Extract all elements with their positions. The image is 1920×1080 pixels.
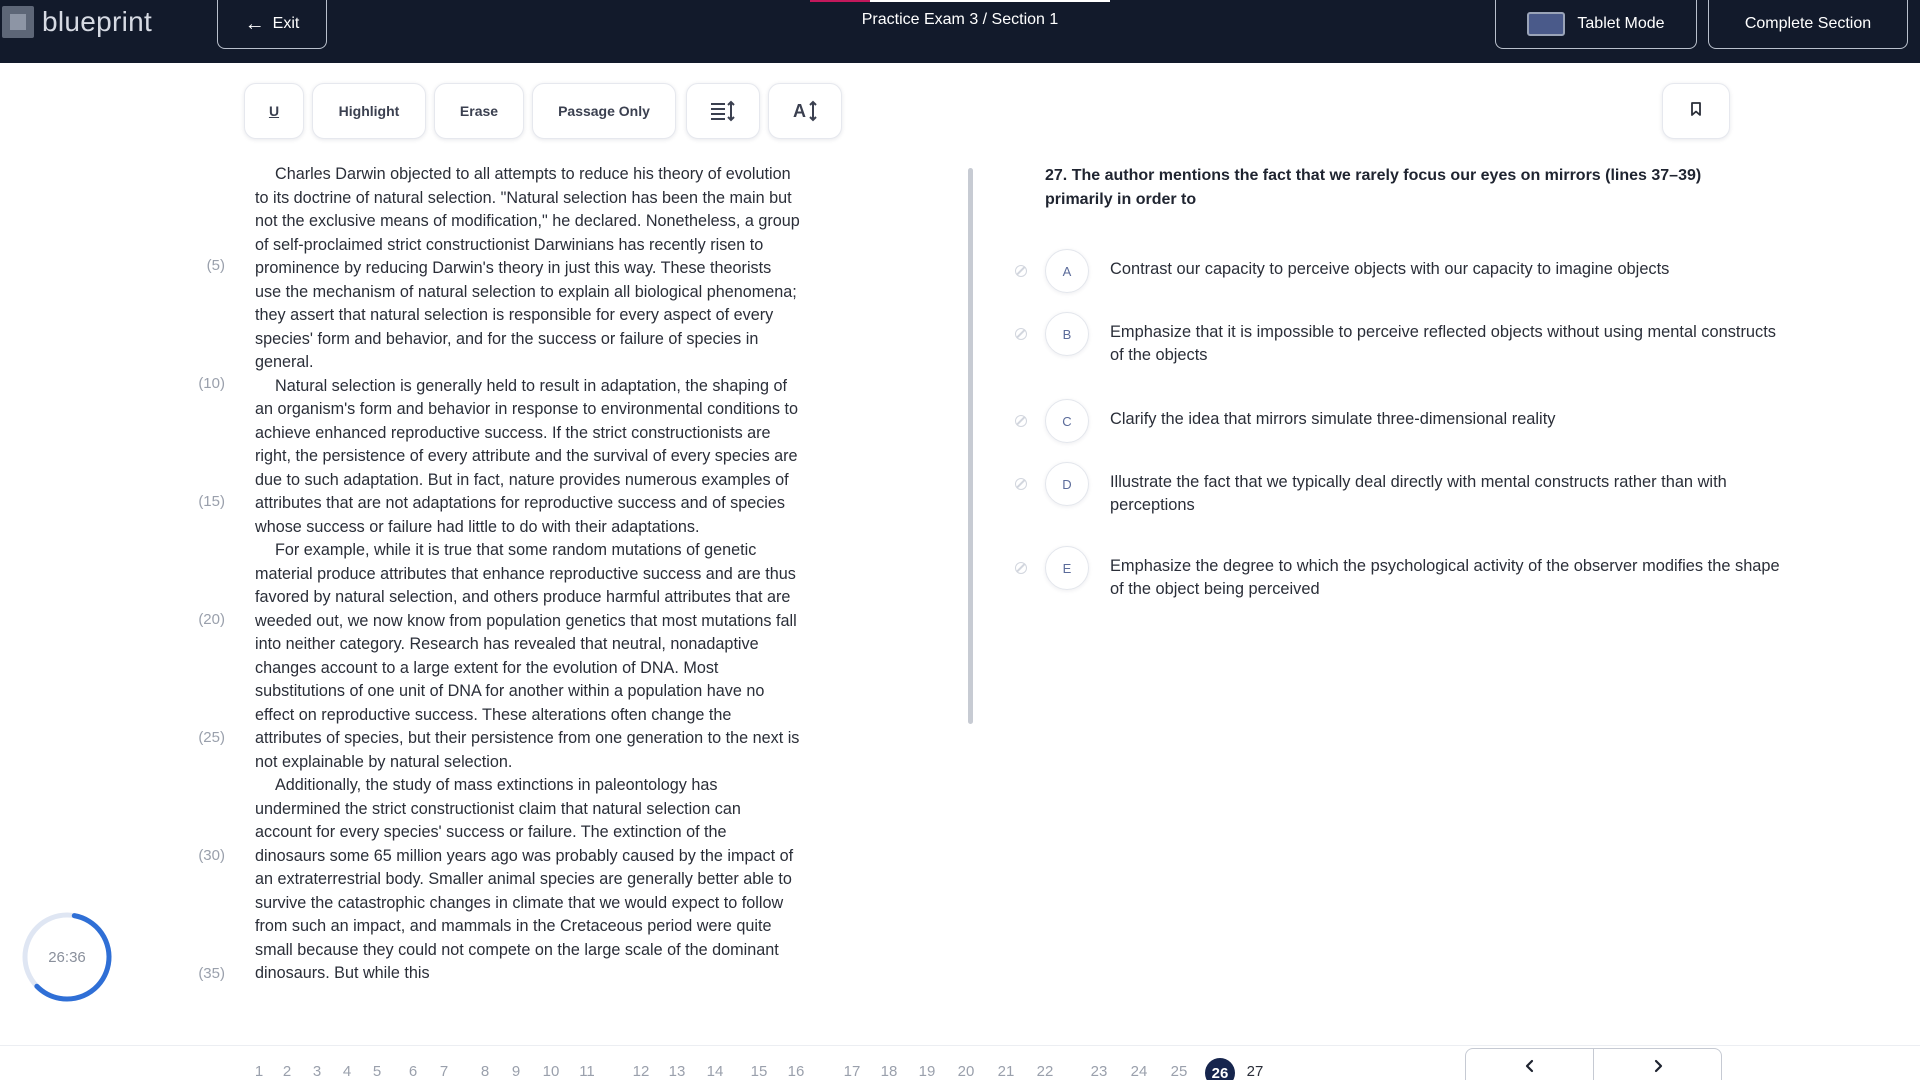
question-number[interactable]: 20: [957, 1063, 975, 1080]
eliminate-icon[interactable]: [1015, 562, 1027, 574]
choice-text[interactable]: Clarify the idea that mirrors simulate three-dimensional reality: [1110, 410, 1556, 428]
question-number[interactable]: 19: [918, 1063, 936, 1080]
question-number[interactable]: 10: [542, 1063, 560, 1080]
passage-paragraph: Charles Darwin objected to all attempts to reduce his theory of evolution to its doctrine of natural selection. "Natural selection has been the main but not the exclusive means of modification," he declared. Nonetheless, a group of self-proclaimed strict constructionist Darwinians has recently risen to prominence by reducing Darwin's theory in just this way. These theorists use the mechanism of natural selection to explain all biological phenomena; they assert that natural selection is responsible for every aspect of every species' form and behavior, and for the success or failure of species in general.: [255, 165, 800, 371]
question-number[interactable]: 8: [480, 1063, 490, 1080]
line-number: (35): [198, 965, 225, 982]
pane-divider[interactable]: [968, 168, 973, 724]
tablet-mode-label: Tablet Mode: [1577, 15, 1665, 32]
question-number[interactable]: 9: [511, 1063, 521, 1080]
answer-choice-d[interactable]: [1015, 462, 1785, 516]
question-number[interactable]: 3: [312, 1063, 322, 1080]
question-number[interactable]: 7: [439, 1063, 449, 1080]
eliminate-icon[interactable]: [1015, 478, 1027, 490]
question-number[interactable]: 21: [997, 1063, 1015, 1080]
highlight-button[interactable]: [312, 83, 426, 139]
answer-choice-c[interactable]: [1015, 399, 1785, 443]
question-number[interactable]: 4: [342, 1063, 352, 1080]
question-number[interactable]: 18: [880, 1063, 898, 1080]
bookmark-button[interactable]: [1662, 83, 1730, 139]
choice-letter-bubble[interactable]: D: [1045, 462, 1089, 506]
font-size-label: A: [793, 100, 806, 121]
passage-paragraph: For example, while it is true that some random mutations of genetic material produce attributes that enhance reproductive success and are thus favored by natural selection, and others produce harmful attributes that are weeded out, we now know from population genetics that most mutations fall into neither category. Research has revealed that neutral, nonadaptive changes account to a large extent for the evolution of DNA. Most substitutions of one unit of DNA for another within a population have no effect on reproductive success. These alterations often change the attributes of species, but their persistence from one generation to the next is not explainable by natural selection.: [255, 541, 800, 771]
question-number-current[interactable]: 26: [1205, 1058, 1235, 1080]
choice-letter-bubble[interactable]: E: [1045, 546, 1089, 590]
question-number[interactable]: 27: [1246, 1063, 1264, 1080]
question-number[interactable]: 24: [1130, 1063, 1148, 1080]
question-number[interactable]: 15: [750, 1063, 768, 1080]
next-question-button[interactable]: [1593, 1049, 1721, 1080]
countdown-timer[interactable]: [21, 911, 113, 1003]
previous-question-button[interactable]: [1466, 1049, 1593, 1080]
line-number: (15): [198, 493, 225, 510]
question-number[interactable]: 12: [632, 1063, 650, 1080]
answer-choice-e[interactable]: [1015, 546, 1785, 600]
font-size-button[interactable]: [768, 83, 842, 139]
exit-button[interactable]: [217, 0, 327, 49]
font-size-icon: [793, 100, 817, 122]
arrow-left-icon: ←: [244, 13, 265, 35]
choice-text[interactable]: Contrast our capacity to perceive objects with our capacity to imagine objects: [1110, 260, 1670, 278]
question-number[interactable]: 2: [282, 1063, 292, 1080]
tablet-mode-toggle[interactable]: [1495, 0, 1697, 49]
progress-stripe: [810, 0, 1110, 2]
question-number[interactable]: 16: [787, 1063, 805, 1080]
line-spacing-icon: [710, 100, 736, 122]
line-number: (25): [198, 729, 225, 746]
choice-letter-bubble[interactable]: A: [1045, 249, 1089, 293]
eliminate-icon[interactable]: [1015, 415, 1027, 427]
underline-icon: U: [268, 103, 280, 119]
question-number[interactable]: 25: [1170, 1063, 1188, 1080]
question-number[interactable]: 11: [579, 1063, 595, 1080]
question-number[interactable]: 23: [1090, 1063, 1108, 1080]
logo-text: blueprint: [42, 6, 153, 37]
question-number[interactable]: 22: [1036, 1063, 1054, 1080]
question-number[interactable]: 5: [372, 1063, 382, 1080]
bookmark-icon: [1690, 102, 1702, 121]
toggle-switch-icon: [1527, 12, 1565, 36]
highlight-label: Highlight: [338, 103, 400, 119]
answer-choice-b[interactable]: [1015, 312, 1785, 366]
question-navigation: [1465, 1048, 1722, 1080]
choice-text[interactable]: Emphasize the degree to which the psychological activity of the observer modifies the shape of the object being perceived: [1110, 557, 1780, 598]
complete-section-label: Complete Section: [1744, 15, 1872, 32]
chevron-left-icon: [1523, 1059, 1537, 1078]
question-stem: 27. The author mentions the fact that we rarely focus our eyes on mirrors (lines 37–39) primarily in order to: [1045, 167, 1702, 208]
complete-section-button[interactable]: [1708, 0, 1908, 49]
passage-paragraph: Additionally, the study of mass extinctions in paleontology has undermined the strict constructionist claim that natural selection can account for every species' success or failure. The extinction of the dinosaurs some 65 million years ago was probably caused by the impact of an extraterrestrial body. Smaller animal species are generally better able to survive the catastrophic changes in climate that we would expect to follow from such an impact, and mammals in the Cretaceous period were quite small because they could not compete on the large scale of the dominant dinosaurs. But while this: [255, 776, 794, 982]
choice-text[interactable]: Illustrate the fact that we typically deal directly with mental constructs rather than with perceptions: [1110, 473, 1727, 514]
choice-letter-bubble[interactable]: C: [1045, 399, 1089, 443]
question-number[interactable]: 1: [254, 1063, 264, 1080]
line-number: (5): [206, 257, 225, 274]
question-number[interactable]: 13: [668, 1063, 686, 1080]
timer-text: 26:36: [48, 948, 86, 966]
progress-stripe-fill: [810, 0, 870, 2]
top-bar: [0, 0, 1920, 63]
logo: [2, 5, 152, 39]
question-number[interactable]: 6: [408, 1063, 418, 1080]
line-number: (20): [198, 611, 225, 628]
eliminate-icon[interactable]: [1015, 265, 1027, 277]
chevron-right-icon: [1651, 1059, 1665, 1078]
underline-button[interactable]: [244, 83, 304, 139]
passage-only-label: Passage Only: [558, 103, 650, 119]
question-number[interactable]: 17: [843, 1063, 861, 1080]
passage-only-button[interactable]: [532, 83, 676, 139]
logo-mark-icon: [2, 6, 34, 38]
question-number[interactable]: 14: [706, 1063, 724, 1080]
passage: [255, 163, 800, 986]
erase-button[interactable]: [434, 83, 524, 139]
line-number: (30): [198, 847, 225, 864]
choice-letter-bubble[interactable]: B: [1045, 312, 1089, 356]
erase-label: Erase: [459, 103, 499, 119]
line-spacing-button[interactable]: [686, 83, 760, 139]
exam-title: Practice Exam 3 / Section 1: [861, 11, 1059, 28]
answer-choice-a[interactable]: [1015, 249, 1785, 293]
exit-label: Exit: [272, 15, 300, 32]
passage-paragraph: Natural selection is generally held to result in adaptation, the shaping of an organism's form and behavior in response to environmental conditions to achieve enhanced reproductive success. If the strict constructionists are right, the persistence of every attribute and the survival of every species are due to such adaptation. But in fact, nature provides numerous examples of attributes that are not adaptations for reproductive success and of species whose success or failure had little to do with their adaptations.: [255, 376, 798, 536]
choice-text[interactable]: Emphasize that it is impossible to perceive reflected objects without using mental constructs of the objects: [1110, 323, 1776, 364]
line-number: (10): [198, 375, 225, 392]
eliminate-icon[interactable]: [1015, 328, 1027, 340]
